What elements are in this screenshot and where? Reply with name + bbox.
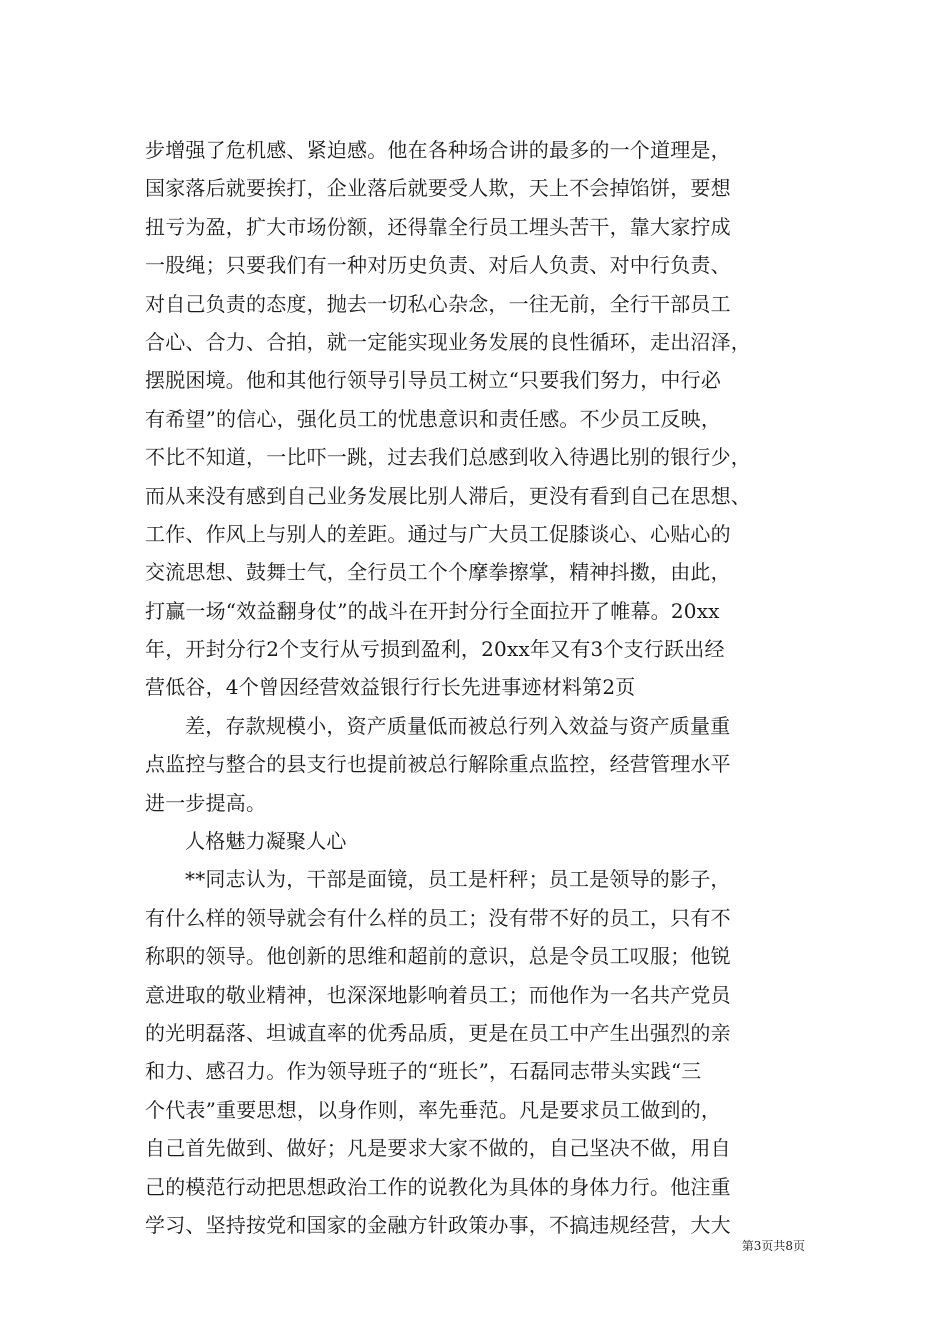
text-line: 进一步提高。 [145,790,267,815]
text-line: 点监控与整合的县支行也提前被总行解除重点监控，经营管理水平 [145,752,731,777]
text-line: 一股绳；只要我们有一种对历史负责、对后人负责、对中行负责、 [145,253,731,278]
text-line: 年，开封分行2个支行从亏损到盈利，20xx年又有3个支行跃出经 [145,637,725,662]
text-line: 交流思想、鼓舞士气，全行员工个个摩拳擦掌，精神抖擞，由此， [145,560,731,585]
text-line: 的光明磊落、坦诚直率的优秀品质，更是在员工中产生出强烈的亲 [145,1020,731,1045]
text-line: 摆脱困境。他和其他行领导引导员工树立“只要我们努力，中行必 [145,368,722,393]
text-line: 不比不知道，一比吓一跳，过去我们总感到收入待遇比别的银行少， [145,445,751,470]
text-line: 称职的领导。他创新的思维和超前的意识，总是令员工叹服；他锐 [145,944,731,969]
text-line: 自己首先做到、做好；凡是要求大家不做的，自己坚决不做，用自 [145,1136,731,1161]
paragraph-start-line: 差，存款规模小，资产质量低而被总行列入效益与资产质量重 [185,713,731,738]
text-line: 个代表”重要思想，以身作则，率先垂范。凡是要求员工做到的， [145,1097,722,1122]
text-line: 扭亏为盈，扩大市场份额，还得靠全行员工埋头苦干，靠大家拧成 [145,214,731,239]
text-line: 学习、坚持按党和国家的金融方针政策办事，不搞违规经营，大大 [145,1212,731,1237]
text-line: 而从来没有感到自己业务发展比别人滞后，更没有看到自己在思想、 [145,483,751,508]
text-line: 对自己负责的态度，抛去一切私心杂念，一往无前，全行干部员工 [145,291,731,316]
text-line: 国家落后就要挨打，企业落后就要受人欺，天上不会掉馅饼，要想 [145,176,731,201]
text-line: 合心、合力、合拍，就一定能实现业务发展的良性循环，走出沼泽， [145,329,751,354]
text-line: 打赢一场“效益翻身仗”的战斗在开封分行全面拉开了帷幕。20xx [145,598,720,623]
text-line: 和力、感召力。作为领导班子的“班长”，石磊同志带头实践“三 [145,1059,702,1084]
text-line: 己的模范行动把思想政治工作的说教化为具体的身体力行。他注重 [145,1174,731,1199]
text-line: 有什么样的领导就会有什么样的员工；没有带不好的员工，只有不 [145,905,731,930]
text-line: 步增强了危机感、紧迫感。他在各种场合讲的最多的一个道理是， [145,138,731,162]
text-line: 意进取的敬业精神，也深深地影响着员工；而他作为一名共产党员 [145,982,731,1007]
page-number: 第3页共8页 [741,1239,805,1253]
paragraph-start-line: **同志认为，干部是面镜，员工是杆秤；员工是领导的影子， [185,867,731,892]
text-line: 有希望”的信心，强化员工的忧患意识和责任感。不少员工反映， [145,406,722,431]
text-line: 工作、作风上与别人的差距。通过与广大员工促膝谈心、心贴心的 [145,521,731,546]
text-line: 营低谷，4个曾因经营效益银行行长先进事迹材料第2页 [145,675,636,700]
document-body [145,131,815,1244]
section-heading: 人格魅力凝聚人心 [185,829,347,854]
